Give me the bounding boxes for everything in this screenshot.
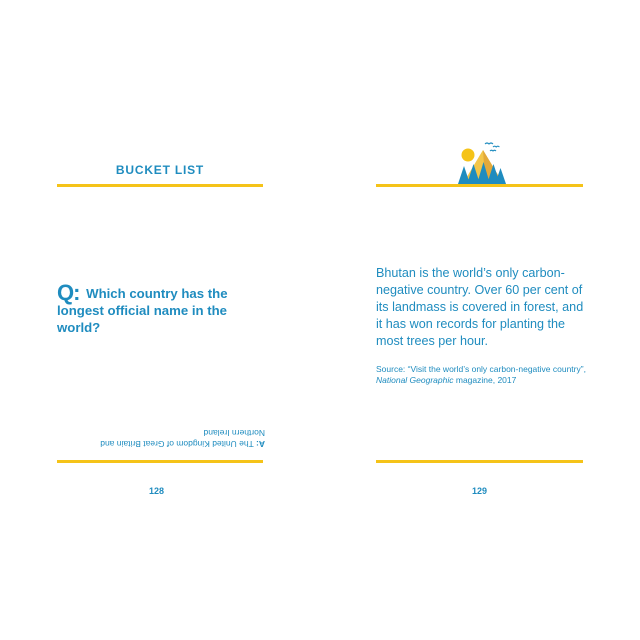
bottom-rule-right xyxy=(376,460,583,463)
answer-block-upside-down xyxy=(85,427,265,449)
source-publication: National Geographic xyxy=(376,375,454,385)
bird-icon-1 xyxy=(485,143,493,144)
bottom-rule-left xyxy=(57,460,263,463)
source-prefix: Source: “Visit the world’s only carbon-negative country”, xyxy=(376,364,586,374)
bird-icon-2 xyxy=(493,146,499,147)
mountain-sun-trees-birds-icon xyxy=(455,138,507,188)
question-block xyxy=(57,280,267,336)
source-suffix: magazine, 2017 xyxy=(455,375,517,385)
bird-icon-3 xyxy=(490,150,496,151)
sun-icon xyxy=(462,149,475,162)
fact-text: Bhutan is the world’s only carbon-negative country. Over 60 per cent of its landmass is covered in forest, and it has won records for planting the most trees per hour. xyxy=(376,266,584,348)
source-citation xyxy=(376,364,586,386)
top-rule-left xyxy=(57,184,263,187)
page-number-left: 128 xyxy=(149,486,165,496)
answer-marker: A: xyxy=(256,439,265,449)
question-marker: Q: xyxy=(57,280,80,305)
question-text: Which country has the longest official name in the world? xyxy=(57,286,228,335)
section-title: BUCKET LIST xyxy=(115,163,205,177)
answer-text: The United Kingdom of Great Britain and Northern Ireland xyxy=(100,428,265,449)
top-rule-right xyxy=(376,184,583,187)
page-number-right: 129 xyxy=(472,486,488,496)
